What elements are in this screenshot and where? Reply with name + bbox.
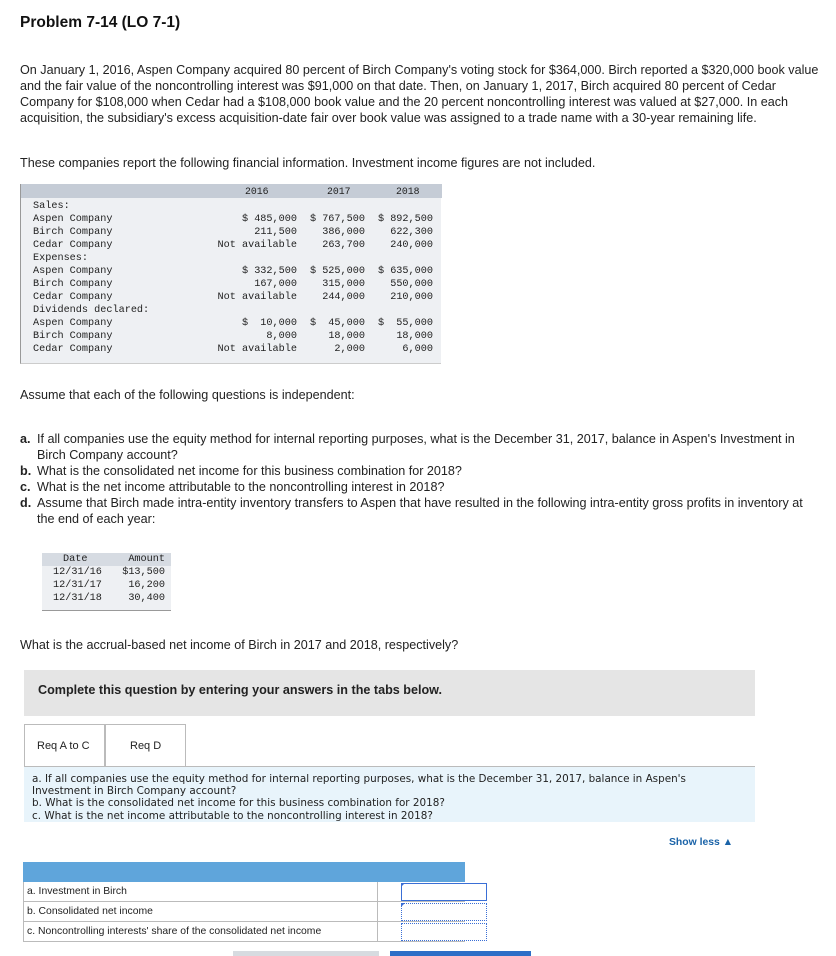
table-cell: $13,500 bbox=[122, 567, 165, 578]
tab-panel bbox=[24, 766, 755, 822]
flag-icon bbox=[401, 883, 405, 887]
question-text: If all companies use the equity method for internal reporting purposes, what is the December 31, 2017, balance in Aspen's Investment in Birch Company account? bbox=[37, 432, 795, 462]
answer-row-label: c. Noncontrolling interests' share of the consolidated net income bbox=[23, 922, 378, 941]
column-header: 2016 bbox=[245, 186, 269, 197]
column-header: Amount bbox=[128, 554, 165, 565]
question-letter: c. bbox=[20, 480, 31, 494]
table-cell: $ 485,000 bbox=[241, 214, 297, 225]
table-cell: 30,400 bbox=[128, 593, 165, 604]
table-cell: $ 635,000 bbox=[377, 266, 433, 277]
answer-row-label: a. Investment in Birch bbox=[23, 882, 378, 901]
table-cell: 550,000 bbox=[390, 279, 433, 290]
section-heading: Dividends declared: bbox=[33, 305, 150, 316]
next-tab-button[interactable] bbox=[390, 951, 531, 956]
question-item bbox=[20, 431, 810, 463]
table-header-row bbox=[21, 184, 442, 198]
flag-icon bbox=[401, 903, 405, 907]
table-cell: 2,000 bbox=[334, 344, 365, 355]
table-cell: 211,500 bbox=[254, 227, 297, 238]
table-cell: $ 55,000 bbox=[377, 318, 433, 329]
row-label: Birch Company bbox=[33, 227, 113, 238]
inventory-profit-table bbox=[42, 553, 171, 611]
table-cell: Not available bbox=[217, 344, 297, 355]
row-label: Aspen Company bbox=[33, 214, 113, 225]
table-cell: 244,000 bbox=[322, 292, 365, 303]
table-cell: $ 767,500 bbox=[309, 214, 365, 225]
table-cell: $ 45,000 bbox=[309, 318, 365, 329]
tab-req-a-to-c[interactable] bbox=[24, 724, 105, 766]
table-cell: $ 332,500 bbox=[241, 266, 297, 277]
assume-text: Assume that each of the following questions is independent: bbox=[20, 388, 355, 402]
table-cell: 18,000 bbox=[328, 331, 365, 342]
show-less-link[interactable] bbox=[669, 837, 733, 848]
investment-in-birch-input[interactable] bbox=[401, 883, 487, 901]
nci-share-input[interactable] bbox=[401, 923, 487, 941]
column-header: 2018 bbox=[396, 186, 420, 197]
question-list bbox=[20, 431, 810, 527]
table-cell: 263,700 bbox=[322, 240, 365, 251]
table-cell: Not available bbox=[217, 292, 297, 303]
problem-intro: On January 1, 2016, Aspen Company acquired 80 percent of Birch Company's voting stock for $364,000. Birch reported a $320,000 book value and the fair value of the noncontrolling interest was $91,000 on that date. Then, on January 1, 2017, Birch acquired 80 percent of Cedar Company for $108,000 when Cedar had a $108,000 book value and the 20 percent noncontrolling interest was valued at $27,000. In each acquisition, the subsidiary's excess acquisition-date fair over book value was assigned to a trade name with a 30-year remaining life. bbox=[20, 63, 819, 125]
table-cell: 622,300 bbox=[390, 227, 433, 238]
row-label: Birch Company bbox=[33, 279, 113, 290]
financial-info-table bbox=[20, 184, 441, 364]
column-header: Date bbox=[63, 554, 88, 565]
answer-table bbox=[23, 862, 465, 942]
panel-line: Investment in Birch Company account? bbox=[32, 785, 237, 798]
table-cell: $ 525,000 bbox=[309, 266, 365, 277]
table-cell: 315,000 bbox=[322, 279, 365, 290]
row-label: Birch Company bbox=[33, 331, 113, 342]
question-letter: d. bbox=[20, 496, 32, 510]
report-text: These companies report the following financial information. Investment income figures are not included. bbox=[20, 156, 596, 170]
question-text: Assume that Birch made intra-entity inventory transfers to Aspen that have resulted in the following intra-entity gross profits in inventory at the end of each year: bbox=[37, 496, 803, 526]
table-cell: 210,000 bbox=[390, 292, 433, 303]
table-cell: 18,000 bbox=[396, 331, 433, 342]
question-letter: a. bbox=[20, 432, 31, 446]
table-cell: $ 10,000 bbox=[241, 318, 297, 329]
answer-row bbox=[23, 902, 465, 922]
table-cell: 12/31/16 bbox=[53, 567, 102, 578]
panel-line: c. What is the net income attributable to the noncontrolling interest in 2018? bbox=[32, 809, 433, 822]
row-label: Cedar Company bbox=[33, 344, 113, 355]
show-less-label: Show less bbox=[669, 837, 720, 848]
accrual-question: What is the accrual-based net income of Birch in 2017 and 2018, respectively? bbox=[20, 638, 459, 652]
answer-row-label: b. Consolidated net income bbox=[23, 902, 378, 921]
tab-label: Req D bbox=[130, 740, 162, 752]
answer-row bbox=[23, 882, 465, 902]
table-cell: 6,000 bbox=[402, 344, 433, 355]
question-item bbox=[20, 495, 810, 527]
question-item bbox=[20, 479, 810, 495]
row-label: Cedar Company bbox=[33, 240, 113, 251]
tab-label: Req A to C bbox=[37, 740, 90, 752]
question-item bbox=[20, 463, 810, 479]
row-label: Cedar Company bbox=[33, 292, 113, 303]
answer-row bbox=[23, 922, 465, 942]
row-label: Aspen Company bbox=[33, 266, 113, 277]
question-letter: b. bbox=[20, 464, 32, 478]
problem-title: Problem 7-14 (LO 7-1) bbox=[20, 14, 181, 31]
section-heading: Expenses: bbox=[33, 253, 89, 264]
previous-tab-button[interactable] bbox=[233, 951, 379, 956]
table-cell: 12/31/17 bbox=[53, 580, 102, 591]
table-cell: 12/31/18 bbox=[53, 593, 102, 604]
table-cell: 167,000 bbox=[254, 279, 297, 290]
table-cell: 16,200 bbox=[128, 580, 165, 591]
answer-table-header bbox=[23, 862, 465, 882]
tab-req-d[interactable] bbox=[105, 724, 186, 766]
section-heading: Sales: bbox=[33, 201, 70, 212]
table-cell: 8,000 bbox=[266, 331, 297, 342]
panel-line: b. What is the consolidated net income for this business combination for 2018? bbox=[32, 797, 445, 810]
question-text: What is the consolidated net income for this business combination for 2018? bbox=[37, 464, 462, 478]
table-cell: 240,000 bbox=[390, 240, 433, 251]
consolidated-net-income-input[interactable] bbox=[401, 903, 487, 921]
instructions-banner bbox=[24, 670, 755, 716]
column-header: 2017 bbox=[327, 186, 351, 197]
panel-line: a. If all companies use the equity method for internal reporting purposes, what is the December 31, 2017, balance in Aspen's bbox=[32, 773, 686, 785]
row-label: Aspen Company bbox=[33, 318, 113, 329]
table-cell: Not available bbox=[217, 240, 297, 251]
table-cell: 386,000 bbox=[322, 227, 365, 238]
table-cell: $ 892,500 bbox=[377, 214, 433, 225]
caret-up-icon: ▲ bbox=[719, 837, 733, 848]
instructions-text: Complete this question by entering your answers in the tabs below. bbox=[38, 683, 442, 697]
question-text: What is the net income attributable to the noncontrolling interest in 2018? bbox=[37, 480, 445, 494]
